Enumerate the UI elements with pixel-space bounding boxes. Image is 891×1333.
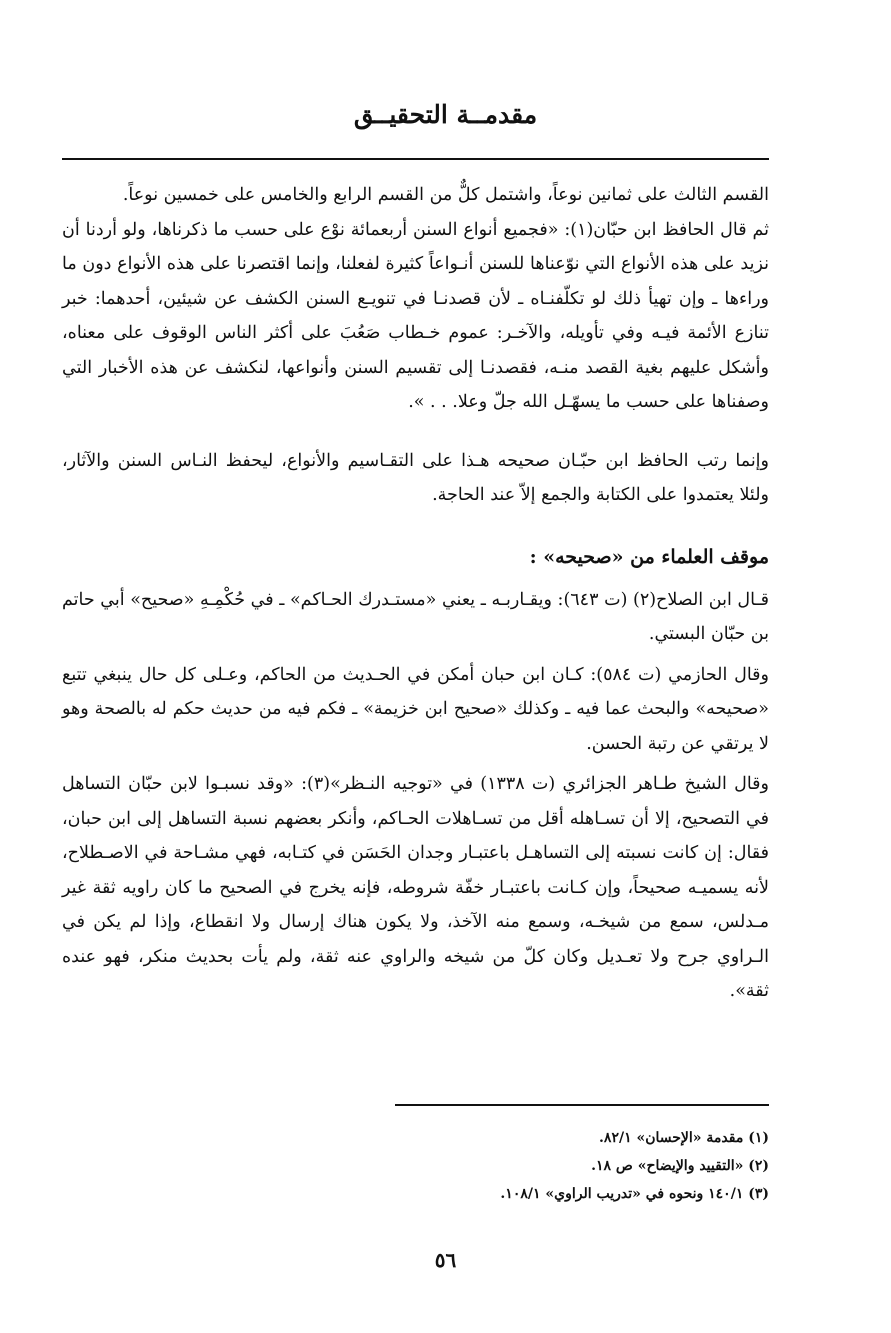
paragraph-1: القسم الثالث على ثمانين نوعاً، واشتمل كلٌّ من القسم الرابع والخامس على خمسين نوعاً. (122, 185, 769, 205)
paragraph-6: وقال الشيخ طـاهر الجزائري (ت ١٣٣٨) في «توجيه النـظر»(٣): «وقد نسبـوا لابن حبّان التساهل في التصحيح، إلا أن تسـاهله أقل من تسـاهلات الحـاكم، وأنكر بعضهم نسبة التساهل إلى ابن حبان، فقال: إن كانت نسبته إلى التساهـل باعتبـار وجدان الحَسَن في كتـابه، فهي مشـاحة في الاصـطلاح، لأنه يسميـه صحيحاً، وإن كـانت باعتبـار خفّة شروطه، فإنه يخرج في الصحيح ما كان راويه ثقة غير مـدلس، سمع من شيخـه، وسمع منه الآخذ، ولا يكون هناك إرسال ولا انقطاع، وإذا لم يكن في الـراوي جرح ولا تعـديل وكان كلّ من شيخه والراوي عنه ثقة، ولم يأت بحديث منكر، فهو عنده ثقة». (62, 774, 769, 1001)
footnote-1: (١) مقدمة «الإحسان» ٨٢/١. (599, 1130, 769, 1146)
footnote-rule (395, 1104, 769, 1106)
paragraph-5: وقال الحازمي (ت ٥٨٤): كـان ابن حبان أمكن في الحـديث من الحاكم، وعـلى كل حال ينبغي تتبع «صحيحه» والبحث عما فيه ـ وكذلك «صحيح ابن خزيمة» ـ فكم فيه من حديث حكم له بالصحة وهو لا يرتقي عن رتبة الحسن. (62, 664, 769, 754)
paragraph-2: ثم قال الحافظ ابن حبّان(١): «فجميع أنواع السنن أربعمائة نوْع على حسب ما ذكرناها، ولو أردنا أن نزيد على هذه الأنواع التي نوّعناها للسنن أنـواعاً كثيرة لفعلنا، وإنما اقتصرنا على هذه الأنواع دون ما وراءها ـ وإن تهيأ ذلك لو تكلّفنـاه ـ لأن قصدنـا في تنويـع السنن الكشف عن شيئين، أحدهما: خبر تنازع الأئمة فيـه وفي تأويله، والآخـر: عموم خـطاب صَعُبَ على أكثر الناس الوقوف على معناه، وأشكل عليهم بغية القصد منـه، فقصدنـا إلى تقسيم السنن وأنواعها، لنكشف عن هذه الأخبار التي وصفناها على حسب ما يسهّـل الله جلّ وعلا. . . ». (62, 219, 769, 412)
main-text (62, 178, 769, 1009)
page-number: ٥٦ (434, 1248, 457, 1272)
section-heading: موقف العلماء من «صحيحه» : (529, 545, 769, 568)
footnote-2: (٢) «التقييد والإيضاح» ص ١٨. (591, 1158, 769, 1174)
footnotes (62, 1124, 769, 1208)
footnote-3: (٣) ١٤٠/١ ونحوه في «تدريب الراوي» ١٠٨/١. (500, 1186, 769, 1202)
header-rule (62, 158, 769, 160)
paragraph-4: قـال ابن الصلاح(٢) (ت ٦٤٣): ويقـاربـه ـ يعني «مستـدرك الحـاكم» ـ في حُكْمِـهِ «صحيح» أبي حاتم بن حبّان البستي. (62, 589, 769, 644)
running-header-title: مقدمــة التحقيــق (353, 100, 538, 129)
paragraph-3: وإنما رتب الحافظ ابن حبّـان صحيحه هـذا على التقـاسيم والأنواع، ليحفظ النـاس السنن والآثار، ولئلا يعتمدوا على الكتابة والجمع إلاّ عند الحاجة. (62, 450, 769, 505)
